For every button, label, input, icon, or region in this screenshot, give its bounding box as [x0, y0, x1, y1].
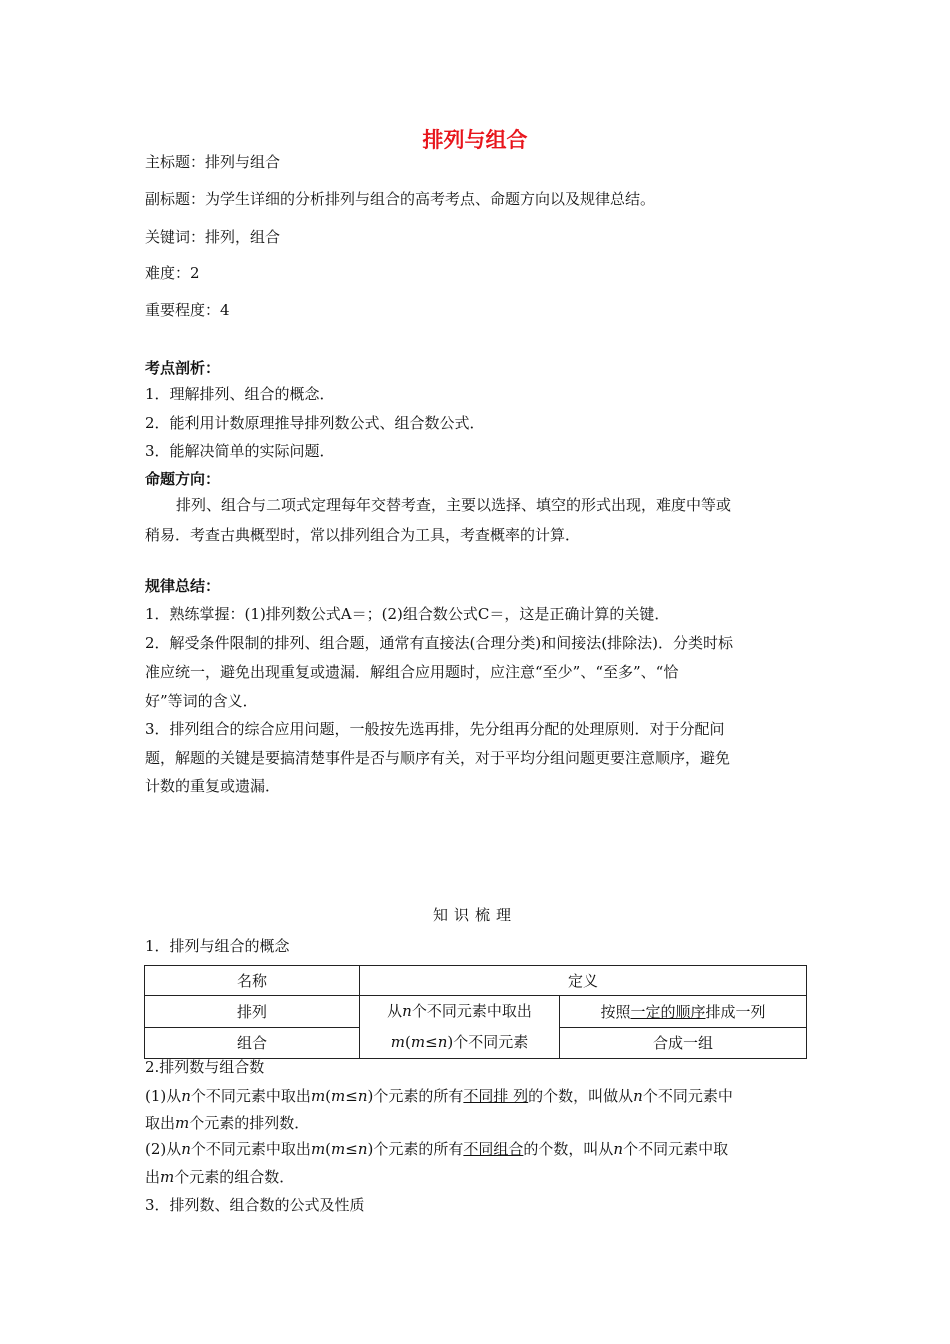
section-heading: 1．排列与组合的概念	[145, 937, 290, 955]
section-heading: 2.排列数与组合数	[145, 1058, 265, 1076]
direction-heading: 命题方向：	[145, 470, 221, 488]
permutation-number-text: (1)从n个不同元素中取出m(m≤n)个元素的所有不同排 列的个数，叫做从n个不同元素中	[145, 1087, 733, 1105]
direction-text: 排列、组合与二项式定理每年交替考查，主要以选择、填空的形式出现，难度中等或	[176, 496, 732, 514]
analysis-item: 2．能利用计数原理推导排列数公式、组合数公式．	[145, 414, 485, 432]
section-heading: 3．排列数、组合数的公式及性质	[145, 1196, 365, 1214]
summary-item: 1．熟练掌握：(1)排列数公式A＝；(2)组合数公式C＝，这是正确计算的关键．	[145, 605, 670, 623]
importance-line: 重要程度：4	[145, 301, 230, 319]
knowledge-heading: 知识梳理	[432, 906, 517, 924]
table-header-name: 名称	[145, 966, 360, 996]
summary-item: 准应统一，避免出现重复或遗漏．解组合应用题时，应注意“至少”、“至多”、“恰	[145, 663, 679, 681]
summary-item: 题，解题的关键是要搞清楚事件是否与顺序有关，对于平均分组问题更要注意顺序，避免	[145, 749, 731, 767]
page-title: 排列与组合	[422, 128, 528, 152]
combination-number-text: 出m个元素的组合数．	[145, 1168, 295, 1186]
combination-number-text: (2)从n个不同元素中取出m(m≤n)个元素的所有不同组合的个数，叫从n个不同元素中取	[145, 1140, 729, 1158]
table-cell-permutation: 排列	[145, 996, 360, 1028]
analysis-item: 3．能解决简单的实际问题．	[145, 442, 335, 460]
table-row	[145, 996, 807, 1028]
permutation-number-text: 取出m个元素的排列数．	[145, 1114, 310, 1132]
table-cell-combination-definition: 合成一组	[560, 1027, 807, 1059]
summary-heading: 规律总结：	[145, 577, 221, 595]
difficulty-line: 难度：2	[145, 264, 200, 282]
summary-item: 计数的重复或遗漏．	[145, 777, 281, 795]
summary-item: 2．解受条件限制的排列、组合题，通常有直接法(合理分类)和间接法(排除法)．分类时标	[145, 634, 733, 652]
table-row	[145, 966, 807, 996]
direction-text: 稍易．考查古典概型时，常以排列组合为工具，考查概率的计算．	[145, 526, 581, 544]
subtitle-line: 副标题：为学生详细的分析排列与组合的高考考点、命题方向以及规律总结。	[145, 190, 656, 208]
concept-table	[144, 965, 807, 1059]
analysis-item: 1．理解排列、组合的概念．	[145, 385, 335, 403]
table-cell-combination: 组合	[145, 1027, 360, 1059]
analysis-heading: 考点剖析：	[145, 359, 221, 377]
main-title-line: 主标题：排列与组合	[145, 153, 281, 171]
table-cell-permutation-definition: 按照一定的顺序排成一列	[560, 996, 807, 1028]
summary-item: 好”等词的含义．	[145, 692, 258, 710]
keywords-line: 关键词：排列，组合	[145, 228, 281, 246]
table-cell-common-definition: 从n个不同元素中取出 m(m≤n)个不同元素	[360, 996, 560, 1059]
table-header-definition: 定义	[360, 966, 807, 996]
summary-item: 3．排列组合的综合应用问题，一般按先选再排，先分组再分配的处理原则．对于分配问	[145, 720, 725, 738]
